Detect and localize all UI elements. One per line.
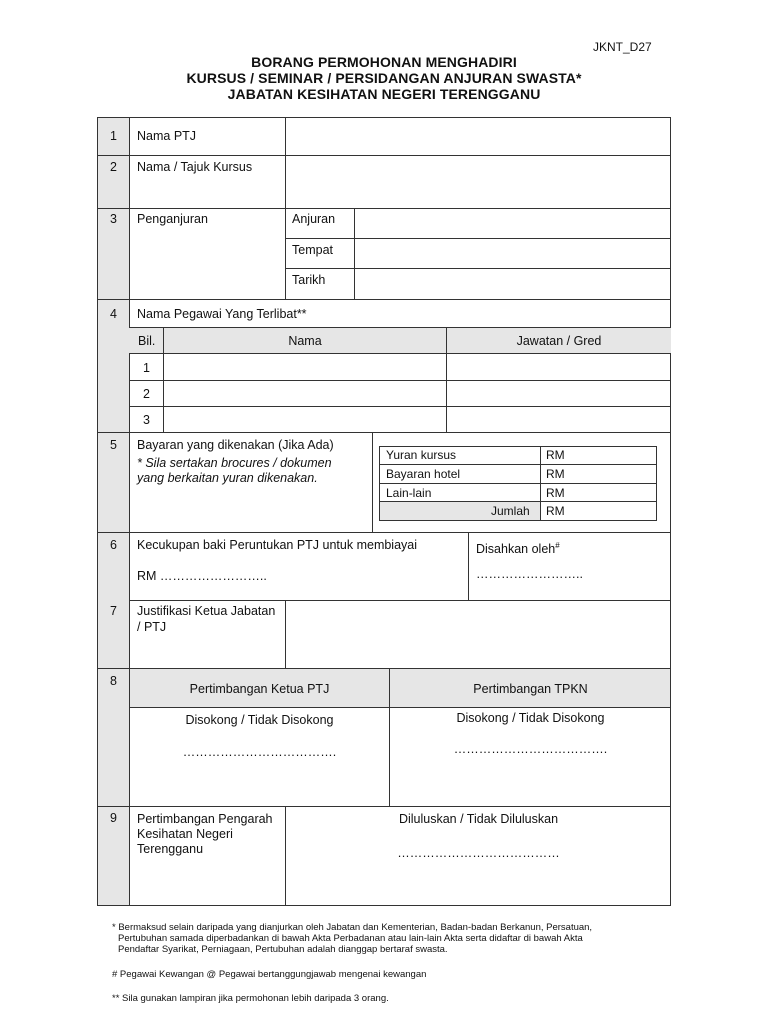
cell-divider <box>379 483 657 484</box>
cell-divider <box>372 432 373 532</box>
fee-currency: RM <box>546 448 565 462</box>
cell-divider <box>285 268 671 269</box>
fee-label: Lain-lain <box>386 486 432 500</box>
justifikasi-field[interactable] <box>287 602 669 666</box>
row-number: 5 <box>110 438 117 452</box>
cell-divider <box>379 464 657 465</box>
bil-header: Bil. <box>138 334 156 348</box>
pengarah-label-line-1: Pertimbangan Pengarah <box>137 812 273 826</box>
bayaran-note-line-1: * Sila sertakan brocures / dokumen <box>137 456 332 470</box>
cell-divider <box>285 117 286 155</box>
row-number: 7 <box>110 604 117 618</box>
form-title-line-1: BORANG PERMOHONAN MENGHADIRI <box>251 54 517 70</box>
row-number: 9 <box>110 811 117 825</box>
cell-divider <box>354 208 355 299</box>
row-number: 3 <box>110 212 117 226</box>
tpkn-signature-field[interactable]: ………………………………. <box>453 742 608 756</box>
staff-name-field[interactable] <box>165 356 444 379</box>
disokong-ptj-option[interactable]: Disokong / Tidak Disokong <box>185 713 334 727</box>
pengarah-label-line-2: Kesihatan Negeri <box>137 827 233 841</box>
fee-currency: RM <box>546 467 565 481</box>
footnote-star-line-3: Pendaftar Syarikat, Perniagaan, Pertubuhan adalah dianggap bertaraf swasta. <box>118 944 448 955</box>
cell-divider <box>285 155 286 208</box>
staff-row-number: 1 <box>143 361 150 375</box>
lain-amount-field[interactable] <box>570 485 655 500</box>
anjuran-field[interactable] <box>356 210 669 237</box>
fee-currency: RM <box>546 486 565 500</box>
staff-position-field[interactable] <box>448 356 669 379</box>
nama-ptj-field[interactable] <box>287 119 669 153</box>
staff-row-number: 2 <box>143 387 150 401</box>
hotel-amount-field[interactable] <box>570 466 655 482</box>
tempat-label: Tempat <box>292 243 333 257</box>
tarikh-field[interactable] <box>356 270 669 298</box>
row-number: 4 <box>110 307 117 321</box>
rm-amount-field[interactable]: RM …………………….. <box>137 569 267 583</box>
cell-divider <box>540 446 541 521</box>
footnote-double-star: ** Sila gunakan lampiran jika permohonan lebih daripada 3 orang. <box>112 993 389 1004</box>
row-divider <box>97 532 671 533</box>
row-number: 2 <box>110 160 117 174</box>
row-number: 8 <box>110 674 117 688</box>
row-number: 6 <box>110 538 117 552</box>
disahkan-label: Disahkan oleh# <box>476 541 560 557</box>
disokong-tpkn-option[interactable]: Disokong / Tidak Disokong <box>456 711 605 725</box>
staff-name-field[interactable] <box>165 382 444 405</box>
fee-currency: RM <box>546 504 565 518</box>
tarikh-label: Tarikh <box>292 273 326 287</box>
tempat-field[interactable] <box>356 240 669 267</box>
hash-marker: # <box>555 541 560 550</box>
nama-kursus-field[interactable] <box>287 157 669 206</box>
bayaran-note-line-2: yang berkaitan yuran dikenakan. <box>137 471 318 485</box>
justifikasi-label-line-2: / PTJ <box>137 620 167 634</box>
row-divider <box>97 432 671 433</box>
nama-ptj-label: Nama PTJ <box>137 129 197 143</box>
cell-divider <box>285 208 286 299</box>
row-divider <box>97 155 671 156</box>
staff-position-field[interactable] <box>448 382 669 405</box>
fee-label: Yuran kursus <box>386 448 457 462</box>
form-title-line-2: KURSUS / SEMINAR / PERSIDANGAN ANJURAN SWASTA* <box>186 70 582 86</box>
justifikasi-label-line-1: Justifikasi Ketua Jabatan <box>137 604 276 618</box>
jumlah-amount-field[interactable] <box>570 503 655 519</box>
row-divider <box>97 806 671 807</box>
cell-divider <box>129 406 671 407</box>
cell-divider <box>285 600 286 668</box>
bayaran-label: Bayaran yang dikenakan (Jika Ada) <box>137 438 334 452</box>
row-divider <box>97 208 671 209</box>
cell-divider <box>468 532 469 600</box>
number-column <box>97 117 130 906</box>
pengarah-label-line-3: Terengganu <box>137 842 204 856</box>
cell-divider <box>285 238 671 239</box>
staff-row-number: 3 <box>143 413 150 427</box>
row-number: 1 <box>110 129 117 143</box>
row-divider <box>97 299 671 300</box>
form-title-line-3: JABATAN KESIHATAN NEGERI TERENGGANU <box>227 86 541 102</box>
fee-total-label: Jumlah <box>491 504 530 518</box>
pertimbangan-ptj-header: Pertimbangan Ketua PTJ <box>189 682 330 696</box>
staff-name-field[interactable] <box>165 408 444 431</box>
yuran-amount-field[interactable] <box>570 447 655 463</box>
kecukupan-label: Kecukupan baki Peruntukan PTJ untuk membiayai <box>137 538 418 552</box>
penganjuran-label: Penganjuran <box>137 212 208 226</box>
ptj-signature-field[interactable]: ………………………………. <box>182 745 337 759</box>
footnote-star-line-1: * Bermaksud selain daripada yang dianjurkan oleh Jabatan dan Kementerian, Badan-badan Berkanun, Persatuan, <box>112 922 593 933</box>
fee-label: Bayaran hotel <box>386 467 461 481</box>
jawatan-header: Jawatan / Gred <box>516 334 602 348</box>
nama-kursus-label: Nama / Tajuk Kursus <box>137 160 253 174</box>
pegawai-label: Nama Pegawai Yang Terlibat** <box>137 307 307 321</box>
staff-position-field[interactable] <box>448 408 669 431</box>
nama-header: Nama <box>288 334 322 348</box>
pertimbangan-tpkn-header: Pertimbangan TPKN <box>473 682 588 696</box>
footnote-hash: # Pegawai Kewangan @ Pegawai bertanggungjawab mengenai kewangan <box>112 969 427 980</box>
cell-divider <box>129 380 671 381</box>
pengarah-signature-field[interactable]: ………………………………… <box>397 846 560 860</box>
cell-divider <box>379 501 657 502</box>
anjuran-label: Anjuran <box>292 212 336 226</box>
form-code: JKNT_D27 <box>593 40 652 54</box>
footnote-star-line-2: Pertubuhan samada diperbadankan di bawah Akta Perbadanan atau lain-lain Akta serta didaftar di bawah Akta <box>118 933 583 944</box>
diluluskan-option[interactable]: Diluluskan / Tidak Diluluskan <box>398 812 559 826</box>
disahkan-signature-field[interactable]: …………………….. <box>476 567 583 581</box>
row-divider <box>129 600 671 601</box>
